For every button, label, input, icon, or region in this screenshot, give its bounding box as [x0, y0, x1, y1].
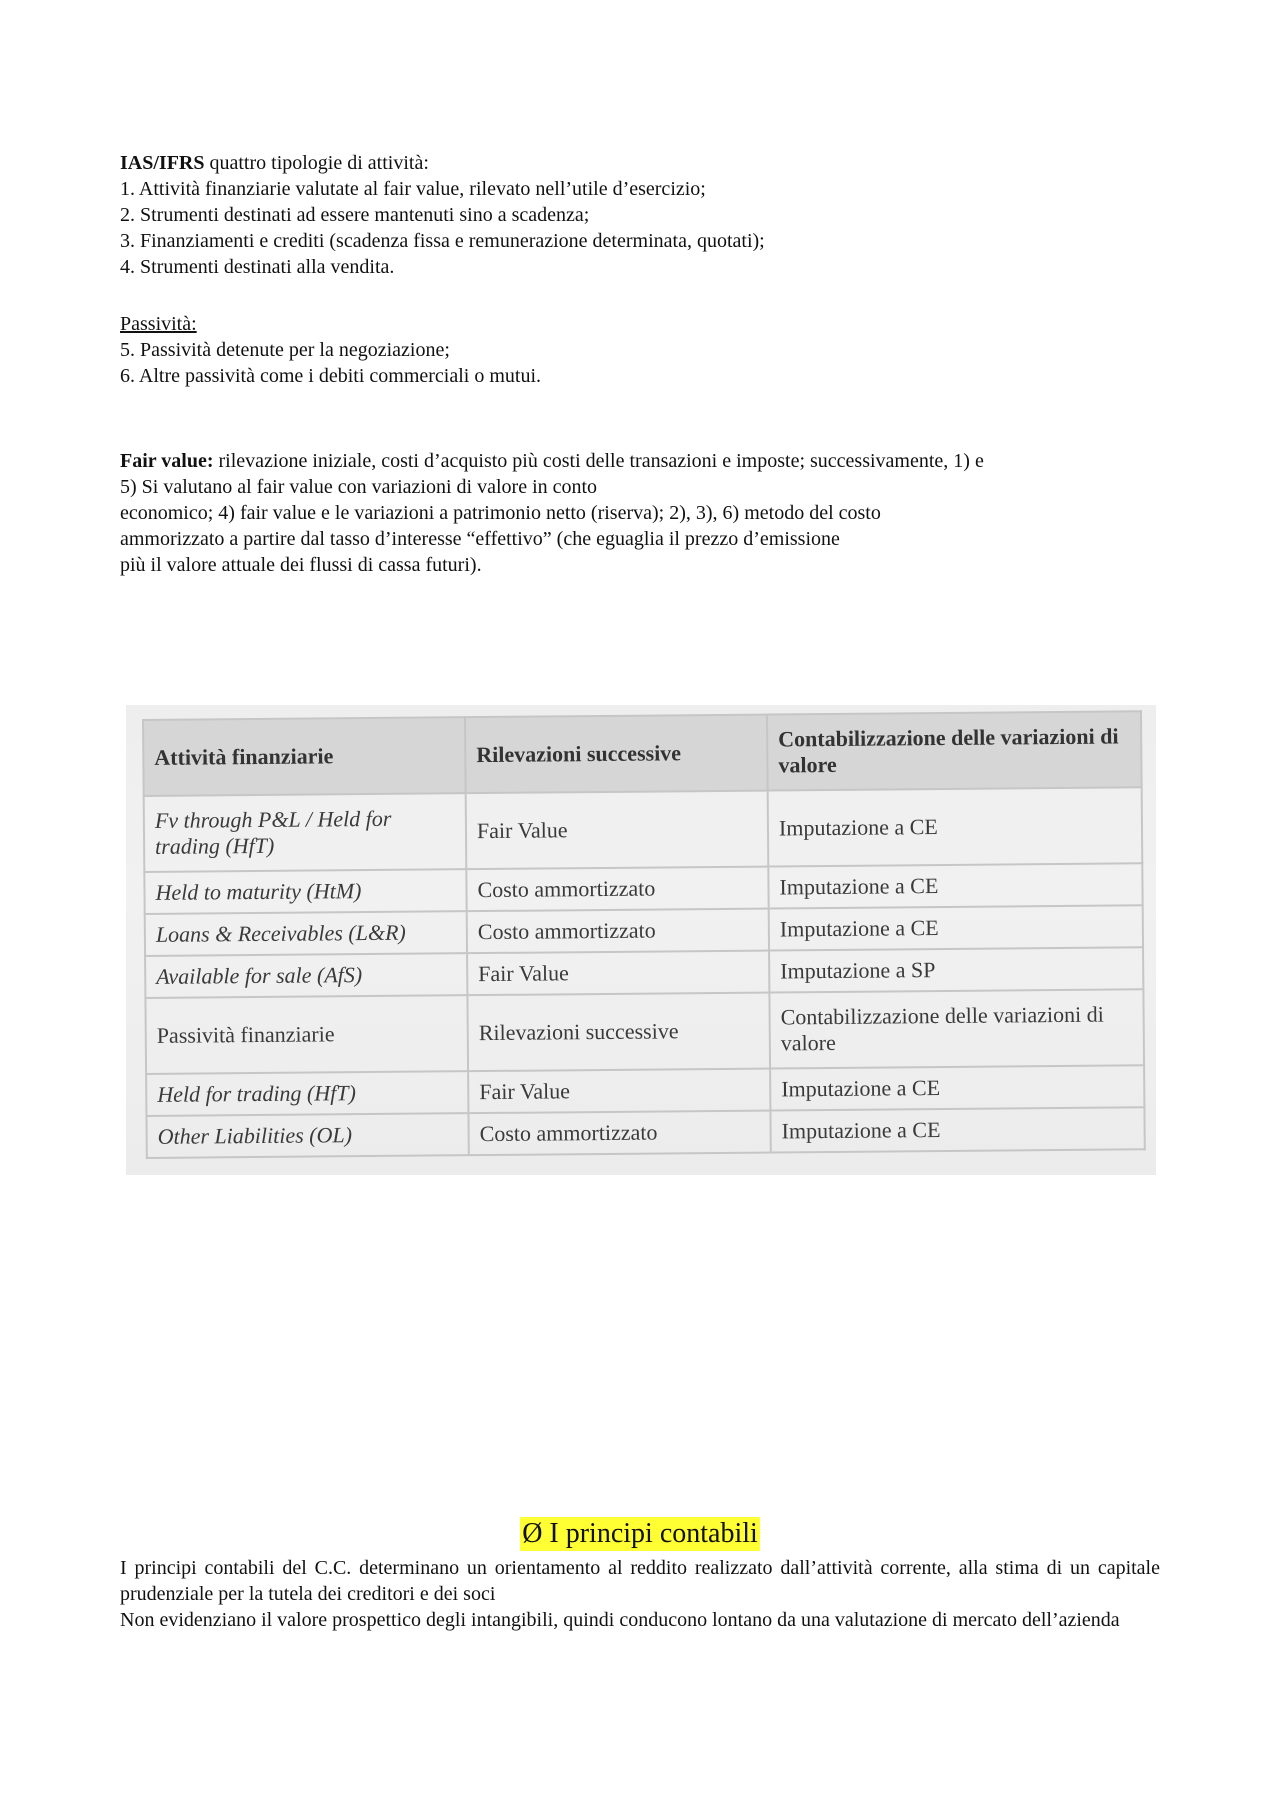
table-cell: Imputazione a SP	[769, 947, 1143, 992]
table-cell: Costo ammortizzato	[466, 867, 768, 912]
ias-section	[120, 150, 1160, 280]
table-row	[145, 989, 1144, 1074]
ias-item-3: 3. Finanziamenti e crediti (scadenza fissa e remunerazione determinata, quotati);	[120, 230, 765, 252]
fair-value-section	[120, 448, 1165, 578]
passivita-title: Passività:	[120, 313, 197, 335]
principi-heading-wrap	[120, 1517, 1160, 1551]
principi-paragraph-1: I principi contabili del C.C. determinano un orientamento al reddito realizzato dall’attività corrente, alla stima di un capitale prudenziale per la tutela dei creditori e dei soci	[120, 1557, 1160, 1605]
fair-value-line-4: ammorizzato a partire dal tasso d’interesse “effettivo” (che eguaglia il prezzo d’emissione	[120, 528, 840, 550]
fair-value-line-2: 5) Si valutano al fair value con variazioni di valore in conto	[120, 476, 598, 498]
ias-item-2: 2. Strumenti destinati ad essere mantenuti sino a scadenza;	[120, 204, 590, 226]
scanned-table-image	[126, 705, 1156, 1175]
fair-value-text-1: rilevazione iniziale, costi d’acquisto più costi delle transazioni e imposte; successivamente, 1) e	[213, 450, 984, 472]
ias-title-rest: quattro tipologie di attività:	[204, 152, 429, 174]
table-cell: Rilevazioni successive	[467, 993, 770, 1072]
ias-item-4: 4. Strumenti destinati alla vendita.	[120, 256, 395, 278]
table-header-cell: Attività finanziarie	[143, 717, 466, 796]
table-header-cell: Rilevazioni successive	[465, 715, 768, 794]
table-cell: Passività finanziarie	[145, 995, 468, 1074]
table-cell: Imputazione a CE	[770, 1065, 1144, 1110]
table-cell: Fair Value	[467, 951, 769, 996]
passivita-item-6: 6. Altre passività come i debiti commerciali o mutui.	[120, 365, 542, 387]
table-cell: Imputazione a CE	[769, 905, 1143, 950]
fair-value-label: Fair value:	[120, 450, 214, 472]
ias-title	[120, 150, 1160, 176]
ias-item-1: 1. Attività finanziarie valutate al fair value, rilevato nell’utile d’esercizio;	[120, 178, 706, 200]
table-cell: Costo ammortizzato	[468, 1111, 770, 1156]
table-cell: Fair Value	[466, 791, 769, 870]
table-cell: Contabilizzazione delle variazioni di valore	[769, 989, 1144, 1068]
table-cell: Imputazione a CE	[768, 787, 1143, 866]
principi-heading: Ø I principi contabili	[522, 1518, 758, 1549]
table-cell: Fair Value	[468, 1069, 770, 1114]
passivita-section	[120, 311, 1160, 389]
financial-instruments-table	[142, 710, 1146, 1159]
table-cell: Imputazione a CE	[768, 863, 1142, 908]
table-cell: Held to maturity (HtM)	[144, 869, 466, 914]
table-cell: Imputazione a CE	[770, 1107, 1144, 1152]
table-cell: Loans & Receivables (L&R)	[145, 911, 467, 956]
table-row	[146, 1107, 1144, 1158]
table-cell: Other Liabilities (OL)	[146, 1113, 468, 1158]
passivita-item-5: 5. Passività detenute per la negoziazione;	[120, 339, 450, 361]
fair-value-line-5: più il valore attuale dei flussi di cassa futuri).	[120, 554, 482, 576]
table-header-cell: Contabilizzazione delle variazioni di valore	[767, 711, 1142, 790]
ias-title-bold: IAS/IFRS	[120, 152, 205, 174]
principi-section	[120, 1555, 1160, 1633]
table-row	[144, 787, 1143, 872]
fair-value-line-3: economico; 4) fair value e le variazioni a patrimonio netto (riserva); 2), 3), 6) metodo del costo	[120, 502, 881, 524]
principi-paragraph-2: Non evidenziano il valore prospettico degli intangibili, quindi conducono lontano da una valutazione di mercato dell’azienda	[120, 1609, 1120, 1631]
table-cell: Fv through P&L / Held for trading (HfT)	[144, 793, 467, 872]
table-cell: Held for trading (HfT)	[146, 1071, 468, 1116]
table-header-row	[143, 711, 1142, 796]
table-cell: Available for sale (AfS)	[145, 953, 467, 998]
table-cell: Costo ammortizzato	[467, 909, 769, 954]
fair-value-line-1	[120, 448, 1165, 474]
